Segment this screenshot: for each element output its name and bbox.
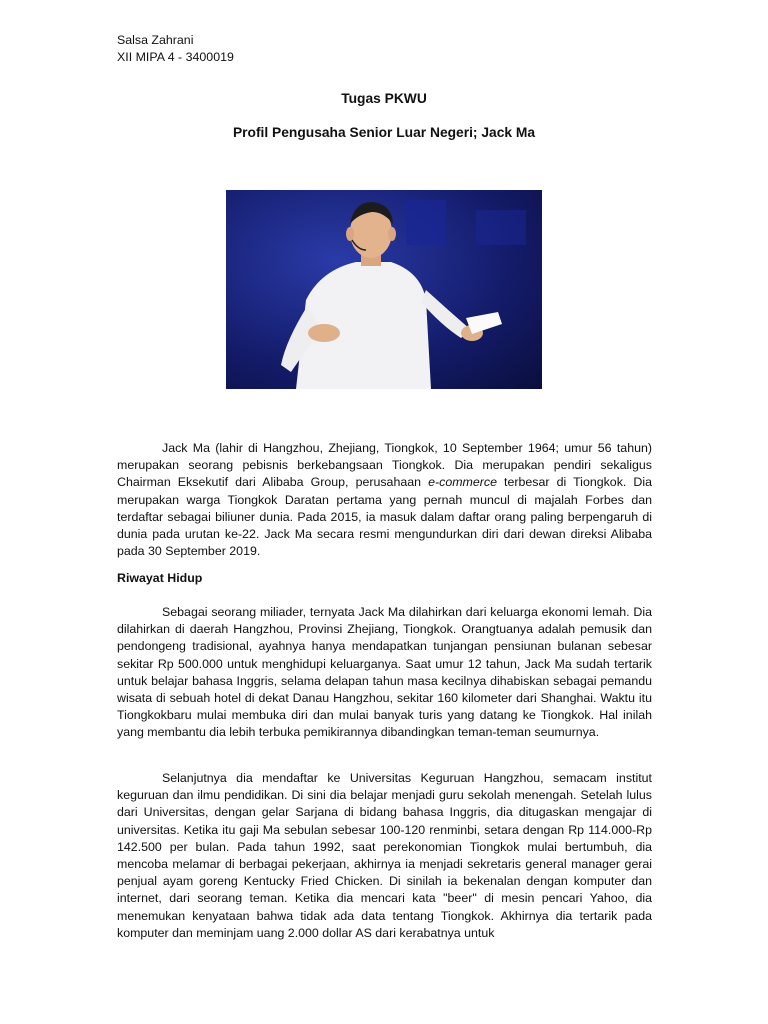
- intro-text-end: terbesar di Tiongkok. Dia merupakan warga Tiongkok Daratan pertama yang pernah muncul di majalah Forbes dan terdaftar sebagai biliuner dunia. Pada 2015, ia masuk dalam daftar orang paling berpengaruh di dunia pada urutan ke-22. Jack Ma secara resmi mengundurkan diri dari dewan direksi Alibaba pada 30 September 2019.: [117, 475, 653, 559]
- author-class: XII MIPA 4 - 3400019: [117, 50, 234, 64]
- intro-text-italic: e-commerce: [428, 475, 497, 490]
- document-subtitle: Profil Pengusaha Senior Luar Negeri; Jack Ma: [232, 125, 536, 140]
- biography-paragraph-2: [117, 770, 652, 942]
- intro-paragraph: [117, 440, 652, 560]
- biography-paragraph-1: [117, 604, 652, 742]
- portrait-photo-icon: [226, 190, 542, 389]
- document-title: Tugas PKWU: [341, 91, 427, 106]
- intro-text-start: Jack Ma (lahir di Hangzhou, Zhejiang, Tiongkok, 10 September 1964; umur 56 tahun) merupakan seorang pebisnis berkebangsaan Tiongkok. Dia merupakan pendiri sekaligus Chairman Eksekutif dari Alibaba Group, perusahaan: [117, 441, 652, 490]
- author-block: [117, 32, 234, 66]
- section-heading: Riwayat Hidup: [117, 571, 203, 585]
- author-name: Salsa Zahrani: [117, 33, 194, 47]
- portrait-photo: [226, 190, 542, 389]
- biography-paragraph-2-text: Selanjutnya dia mendaftar ke Universitas Keguruan Hangzhou, semacam institut keguruan dan ilmu pendidikan. Di sini dia belajar menjadi guru sekolah menengah. Setelah lulus dari Universitas, dengan gelar Sarjana di bidang bahasa Inggris, dia ditugaskan mengajar di universitas. Ketika itu gaji Ma sebulan sebesar 100-120 renminbi, setara dengan Rp 114.000-Rp 142.500 per bulan. Pada tahun 1992, saat perekonomian Tiongkok mulai bertumbuh, dia mencoba melamar di berbagai pekerjaan, akhirnya ia menjadi sekretaris general manager gerai penjual ayam goreng Kentucky Fried Chicken. Di sinilah ia bekenalan dengan komputer dan internet, dari seorang teman. Ketika dia mencari kata "beer" di mesin pencari Yahoo, dia menemukan kenyataan bahwa tidak ada data tentang Tiongkok. Akhirnya dia tertarik pada komputer dan meminjam uang 2.000 dollar AS dari kerabatnya untuk: [117, 771, 652, 940]
- biography-paragraph-1-text: Sebagai seorang miliader, ternyata Jack Ma dilahirkan dari keluarga ekonomi lemah. Dia dilahirkan di daerah Hangzhou, Provinsi Zhejiang, Tiongkok. Orangtuanya adalah pemusik dan pendongeng tradisional, ayahnya hanya mendapatkan tunjangan pensiunan bulanan sebesar sekitar Rp 500.000 untuk menghidupi keluarganya. Saat umur 12 tahun, Jack Ma sudah tertarik untuk belajar bahasa Inggris, selama delapan tahun masa kecilnya dihabiskan sebagai pemandu wisata di sebuah hotel di dekat Danau Hangzhou, sekitar 160 kilometer dari Shanghai. Waktu itu Tiongkokbaru mulai membuka diri dan mulai banyak turis yang datang ke Tiongkok. Hal inilah yang membantu dia lebih terbuka pemikirannya dibandingkan teman-teman seumurnya.: [117, 605, 652, 740]
